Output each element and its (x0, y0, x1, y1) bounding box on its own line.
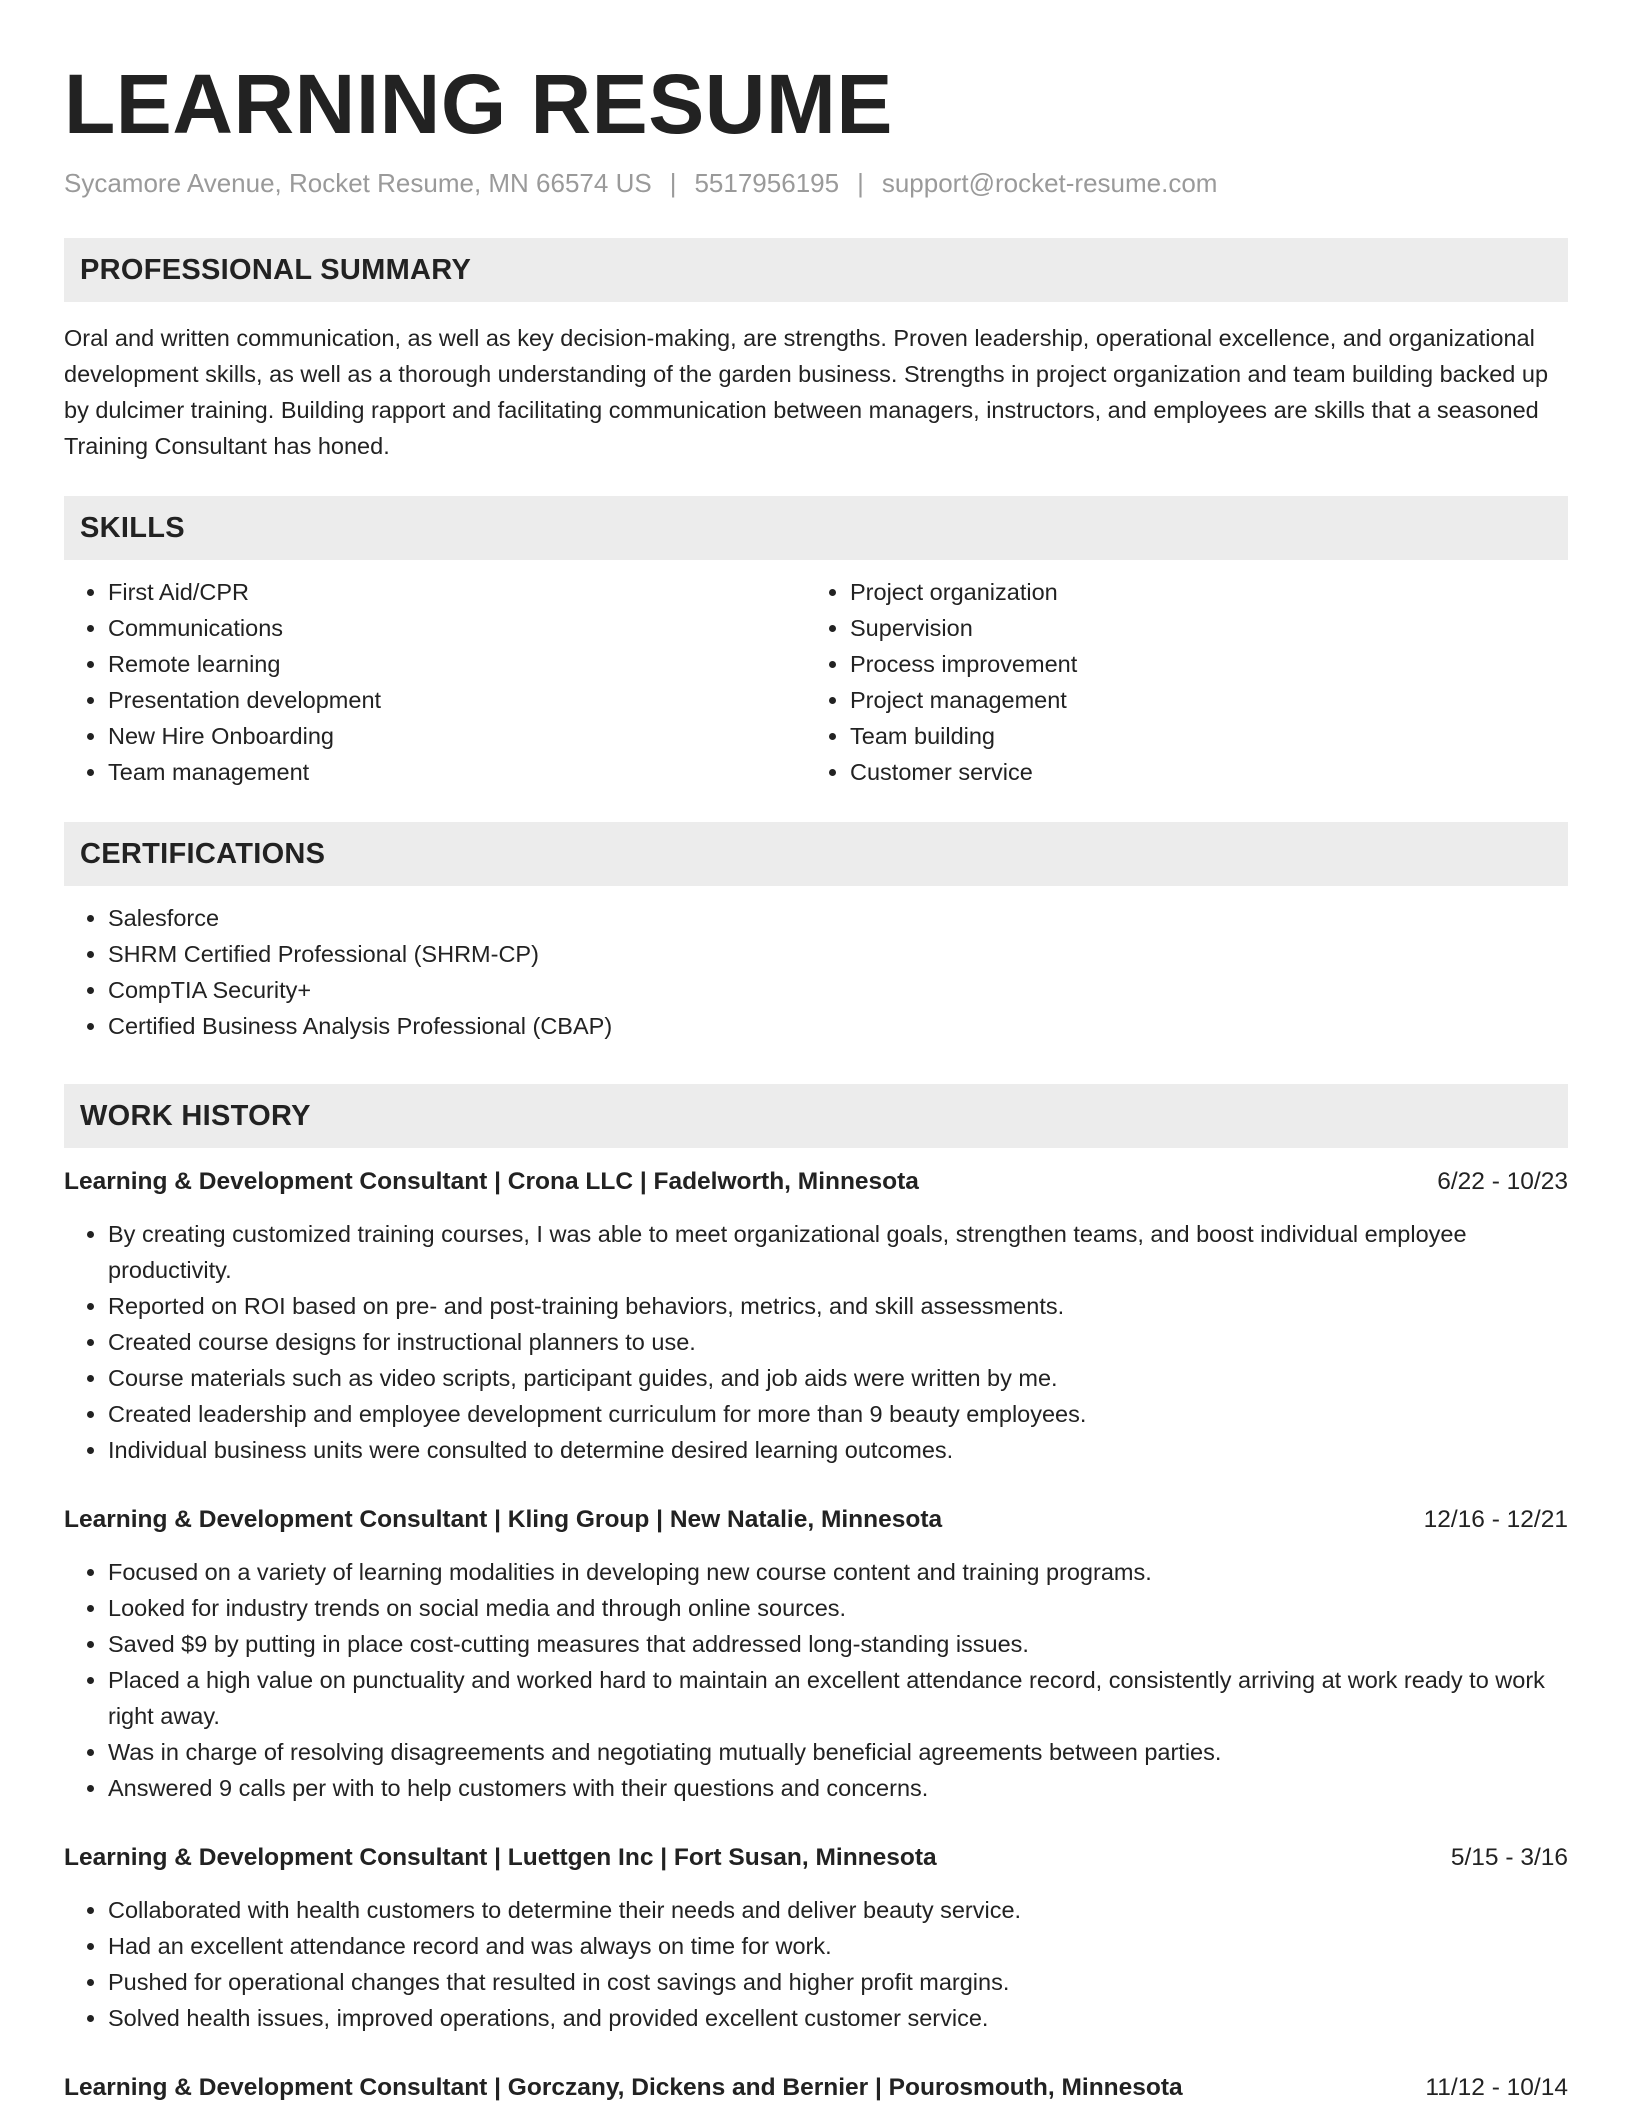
contact-separator: | (857, 168, 864, 198)
job-bullet: • Reported on ROI based on pre- and post-training behaviors, metrics, and skill assessments. (108, 1288, 1568, 1324)
job-bullet: • Collaborated with health customers to determine their needs and deliver beauty service. (108, 1892, 1568, 1928)
skill-item: • Project management (850, 682, 1548, 718)
skill-item: • New Hire Onboarding (108, 718, 806, 754)
job-bullets (64, 1216, 1568, 1468)
skill-item: • Project organization (850, 574, 1548, 610)
job-bullet: • Course materials such as video scripts, participant guides, and job aids were written by me. (108, 1360, 1568, 1396)
job-bullet: • Placed a high value on punctuality and worked hard to maintain an excellent attendance record, consistently arriving at work ready to work right away. (108, 1662, 1568, 1734)
resume-page (64, 0, 1568, 2106)
job-entry (64, 1840, 1568, 2036)
skill-item: • Supervision (850, 610, 1548, 646)
job-bullets (64, 1554, 1568, 1806)
skill-item: • Customer service (850, 754, 1548, 790)
job-bullet: • Answered 9 calls per with to help customers with their questions and concerns. (108, 1770, 1568, 1806)
certification-item: • Salesforce (108, 900, 1568, 936)
job-bullet: • Saved $9 by putting in place cost-cutting measures that addressed long-standing issues. (108, 1626, 1568, 1662)
job-entry (64, 2070, 1568, 2106)
job-bullet: • Created leadership and employee development curriculum for more than 9 beauty employees. (108, 1396, 1568, 1432)
skill-item: • Remote learning (108, 646, 806, 682)
certification-item: • CompTIA Security+ (108, 972, 1568, 1008)
job-entry (64, 1164, 1568, 1468)
skill-item: • Communications (108, 610, 806, 646)
job-header (64, 1840, 1568, 1876)
job-bullet: • Had an excellent attendance record and was always on time for work. (108, 1928, 1568, 1964)
job-header (64, 1502, 1568, 1538)
contact-phone: 5517956195 (694, 168, 840, 198)
skill-item: • Presentation development (108, 682, 806, 718)
skill-item: • Process improvement (850, 646, 1548, 682)
job-bullets (64, 1892, 1568, 2036)
job-bullet: • Individual business units were consulted to determine desired learning outcomes. (108, 1432, 1568, 1468)
job-header (64, 2070, 1568, 2106)
skill-item: • First Aid/CPR (108, 574, 806, 610)
contact-separator: | (669, 168, 677, 198)
skill-item: • Team building (850, 718, 1548, 754)
job-dates: 12/16 - 12/21 (1423, 1506, 1568, 1533)
skills-column-left (64, 574, 806, 790)
job-title: Learning & Development Consultant | Crona LLC | Fadelworth, Minnesota (64, 1168, 919, 1195)
skills-heading: SKILLS (64, 496, 1568, 560)
contact-line (64, 166, 1568, 200)
job-bullet: • Solved health issues, improved operations, and provided excellent customer service. (108, 2000, 1568, 2036)
summary-text: Oral and written communication, as well as key decision-making, are strengths. Proven leadership, operational excellence, and organizational development skills, as well as a thorough understanding of the garden business. Strengths in project organization and team building backed up by dulcimer training. Building rapport and facilitating communication between managers, instructors, and employees are skills that a seasoned Training Consultant has honed. (64, 325, 1549, 459)
summary-heading: PROFESSIONAL SUMMARY (64, 238, 1568, 302)
certifications-heading: CERTIFICATIONS (64, 822, 1568, 886)
certification-item: • SHRM Certified Professional (SHRM-CP) (108, 936, 1568, 972)
job-bullet: • Was in charge of resolving disagreements and negotiating mutually beneficial agreements between parties. (108, 1734, 1568, 1770)
skills-column-right (806, 574, 1548, 790)
skills-list-left (64, 574, 806, 790)
certifications-list (64, 900, 1568, 1044)
job-title: Learning & Development Consultant | Luettgen Inc | Fort Susan, Minnesota (64, 1844, 937, 1871)
skill-item: • Team management (108, 754, 806, 790)
skills-grid (64, 574, 1568, 790)
job-dates: 6/22 - 10/23 (1437, 1168, 1568, 1195)
job-dates: 5/15 - 3/16 (1450, 1844, 1568, 1871)
work-history-heading: WORK HISTORY (64, 1084, 1568, 1148)
job-bullet: • Pushed for operational changes that resulted in cost savings and higher profit margins. (108, 1964, 1568, 2000)
certification-item: • Certified Business Analysis Professional (CBAP) (108, 1008, 1568, 1044)
job-header (64, 1164, 1568, 1200)
job-dates: 11/12 - 10/14 (1425, 2074, 1568, 2101)
contact-email: support@rocket-resume.com (881, 168, 1218, 198)
job-title: Learning & Development Consultant | Kling Group | New Natalie, Minnesota (64, 1506, 943, 1533)
job-bullet: • Looked for industry trends on social media and through online sources. (108, 1590, 1568, 1626)
contact-address: Sycamore Avenue, Rocket Resume, MN 66574 US (64, 168, 652, 198)
job-bullet: • Created course designs for instructional planners to use. (108, 1324, 1568, 1360)
job-bullet: • Focused on a variety of learning modalities in developing new course content and training programs. (108, 1554, 1568, 1590)
job-bullet: • By creating customized training courses, I was able to meet organizational goals, strengthen teams, and boost individual employee productivity. (108, 1216, 1568, 1288)
job-title: Learning & Development Consultant | Gorczany, Dickens and Bernier | Pourosmouth, Minnesota (64, 2074, 1183, 2101)
skills-list-right (806, 574, 1548, 790)
job-entry (64, 1502, 1568, 1806)
resume-name: LEARNING RESUME (64, 57, 893, 151)
